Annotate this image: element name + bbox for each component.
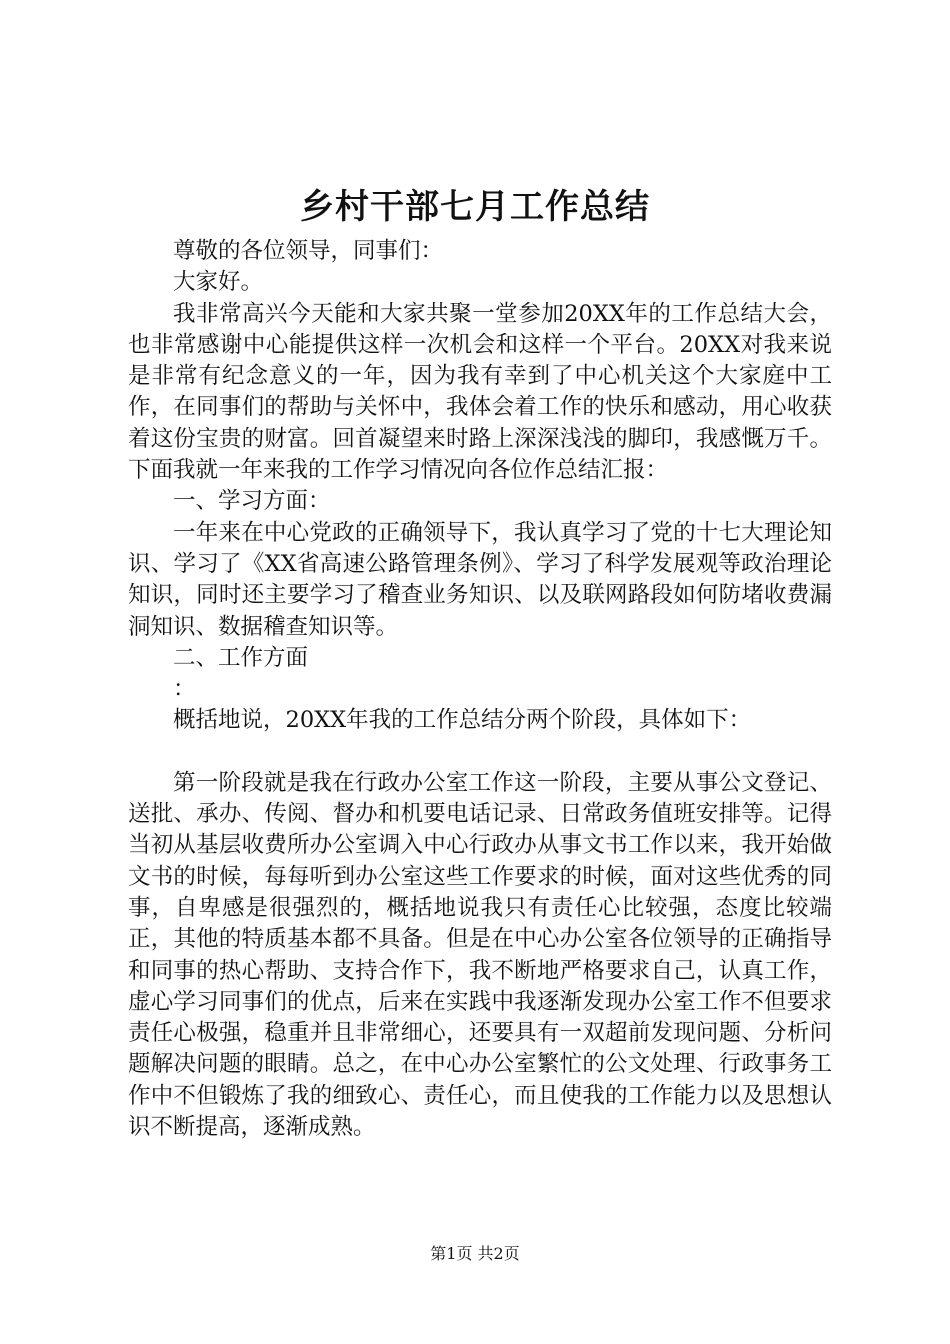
- first-stage-paragraph: 第一阶段就是我在行政办公室工作这一阶段，主要从事公文登记、送批、承办、传阅、督办和机要电话记录、日常政务值班安排等。记得当初从基层收费所办公室调入中心行政办从事文书工作以来，我开始做文书的时候，每每听到办公室这些工作要求的时候，面对这些优秀的同事，自卑感是很强烈的，概括地说我只有责任心比较强，态度比较端正，其他的特质基本都不具备。但是在中心办公室各位领导的正确指导和同事的热心帮助、支持合作下，我不断地严格要求自己，认真工作，虚心学习同事们的优点，后来在实践中我逐渐发现办公室工作不但要求责任心极强，稳重并且非常细心，还要具有一双超前发现问题、分析问题解决问题的眼睛。总之，在中心办公室繁忙的公文处理、行政事务工作中不但锻炼了我的细致心、责任心，而且使我的工作能力以及思想认识不断提高，逐渐成熟。: [128, 769, 832, 1141]
- document-title: 乡村干部七月工作总结: [300, 187, 650, 227]
- document-body: [128, 236, 832, 1143]
- section-heading-work: 二、工作方面: [173, 644, 309, 671]
- section-heading-study: 一、学习方面：: [173, 488, 331, 515]
- salutation-paragraph: 大家好。: [173, 269, 264, 296]
- greeting-paragraph: 尊敬的各位领导，同事们：: [173, 238, 444, 264]
- intro-paragraph: 我非常高兴今天能和大家共聚一堂参加20XX年的工作总结大会，也非常感谢中心能提供这样一次机会和这样一个平台。20XX对我来说是非常有纪念意义的一年，因为我有幸到了中心机关这个大家庭中工作，在同事们的帮助与关怀中，我体会着工作的快乐和感动，用心收获着这份宝贵的财富。回首凝望来时路上深深浅浅的脚印，我感慨万千。下面我就一年来我的工作学习情况向各位作总结汇报：: [128, 300, 832, 484]
- study-paragraph: 一年来在中心党政的正确领导下，我认真学习了党的十七大理论知识、学习了《XX省高速公路管理条例》、学习了科学发展观等政治理论知识，同时还主要学习了稽查业务知识、以及联网路段如何防堵收费漏洞知识、数据稽查知识等。: [128, 519, 832, 640]
- work-summary-paragraph: 概括地说，20XX年我的工作总结分两个阶段，具体如下：: [173, 707, 752, 734]
- page-footer: 第1页 共2页: [430, 1244, 520, 1263]
- section-heading-work-colon: ：: [173, 676, 196, 703]
